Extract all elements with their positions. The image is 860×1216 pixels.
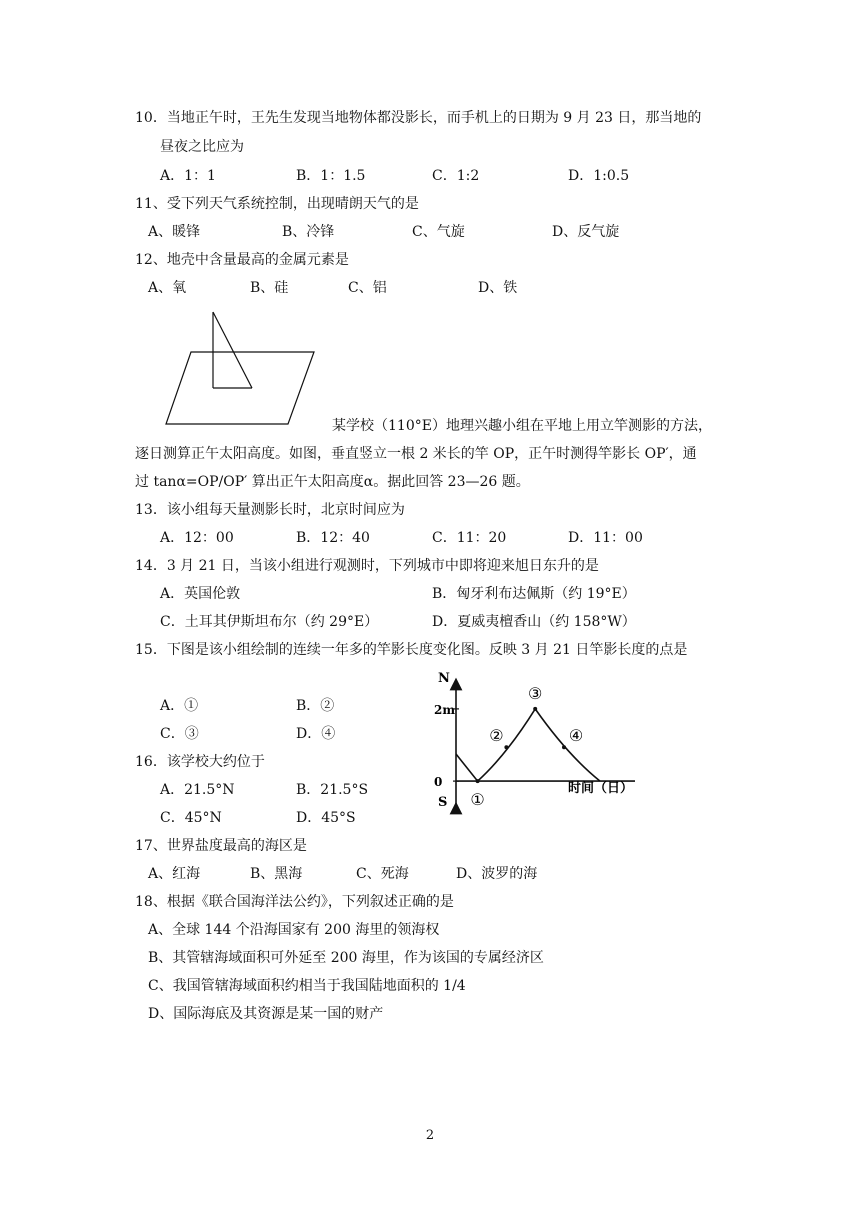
intro-line3: 过 tanα=OP/OP′ 算出正午太阳高度α。据此回答 23—26 题。 xyxy=(135,474,530,490)
q13-option-c: C．11：20 xyxy=(432,530,507,546)
q15-stem: 15．下图是该小组绘制的连续一年多的竿影长度变化图。反映 3 月 21 日竿影长度的点是 xyxy=(135,642,688,658)
q15-option-c: C．③ xyxy=(160,726,199,742)
q14-option-d: D．夏威夷檀香山（约 158°W） xyxy=(432,614,636,630)
y-tick-label: 2m xyxy=(434,702,456,717)
q10-option-b: B．1：1.5 xyxy=(296,168,366,184)
q15-option-d: D．④ xyxy=(296,726,336,742)
q18-stem: 18、根据《联合国海洋法公约》，下列叙述正确的是 xyxy=(135,894,454,910)
q16-option-c: C．45°N xyxy=(160,810,222,826)
q12-option-c: C、铝 xyxy=(348,280,387,296)
q12-option-b: B、硅 xyxy=(250,280,289,296)
intro-line1: 某学校（110°E）地理兴趣小组在平地上用立竿测影的方法， xyxy=(332,418,712,434)
q17-stem: 17、世界盐度最高的海区是 xyxy=(135,838,307,854)
q17-option-b: B、黑海 xyxy=(250,866,303,882)
q13-option-b: B．12：40 xyxy=(296,530,370,546)
q15-option-a: A．① xyxy=(160,698,199,714)
q12-option-a: A、氧 xyxy=(148,280,187,296)
q14-option-b: B．匈牙利布达佩斯（约 19°E） xyxy=(432,586,636,602)
q15-option-b: B．② xyxy=(296,698,335,714)
q18-option-b: B、其管辖海域面积可外延至 200 海里，作为该国的专属经济区 xyxy=(148,950,544,966)
q18-option-a: A、全球 144 个沿海国家有 200 海里的领海权 xyxy=(148,922,440,938)
q11-option-a: A、暖锋 xyxy=(148,224,201,240)
q10-option-a: A．1：1 xyxy=(160,168,216,184)
q17-option-c: C、死海 xyxy=(356,866,409,882)
q18-option-d: D、国际海底及其资源是某一国的财产 xyxy=(148,1006,384,1022)
q11-option-d: D、反气旋 xyxy=(552,224,620,240)
q10-stem-line1: 10．当地正午时，王先生发现当地物体都没影长，而手机上的日期为 9 月 23 日，那当地的 xyxy=(135,110,702,126)
data-point xyxy=(504,745,508,749)
page-number: 2 xyxy=(425,1128,435,1143)
q16-option-b: B．21.5°S xyxy=(296,782,369,798)
data-point xyxy=(476,779,480,783)
q14-option-c: C．土耳其伊斯坦布尔（约 29°E） xyxy=(160,614,379,630)
shadow-length-chart xyxy=(430,660,650,820)
y-tick-label: 0 xyxy=(434,775,443,790)
q16-option-d: D．45°S xyxy=(296,810,356,826)
q10-option-d: D．1:0.5 xyxy=(568,168,630,184)
point-label: ③ xyxy=(528,683,543,703)
q12-option-d: D、铁 xyxy=(478,280,518,296)
q11-option-c: C、气旋 xyxy=(412,224,465,240)
point-label: ② xyxy=(489,726,504,746)
pole-shadow-figure xyxy=(164,300,324,432)
y-label-south: S xyxy=(438,795,448,810)
q11-option-b: B、冷锋 xyxy=(282,224,335,240)
x-axis-label: 时间（日） xyxy=(568,781,634,796)
q10-option-c: C．1:2 xyxy=(432,168,480,184)
q17-option-d: D、波罗的海 xyxy=(456,866,538,882)
q16-option-a: A．21.5°N xyxy=(160,782,235,798)
q18-option-c: C、我国管辖海域面积约相当于我国陆地面积的 1/4 xyxy=(148,978,466,994)
intro-line2: 逐日测算正午太阳高度。如图，垂直竖立一根 2 米长的竿 OP，正午时测得竿影长 OP′，通 xyxy=(135,446,697,462)
data-point xyxy=(533,707,537,711)
q13-option-d: D．11：00 xyxy=(568,530,643,546)
q14-stem: 14．3 月 21 日，当该小组进行观测时，下列城市中即将迎来旭日东升的是 xyxy=(135,558,599,574)
q13-stem: 13．该小组每天量测影长时，北京时间应为 xyxy=(135,502,405,518)
data-point xyxy=(562,745,566,749)
point-label: ④ xyxy=(568,726,584,746)
y-label-north: N xyxy=(438,671,450,686)
q10-stem-line2: 昼夜之比应为 xyxy=(160,139,244,155)
q17-option-a: A、红海 xyxy=(148,866,201,882)
q16-stem: 16．该学校大约位于 xyxy=(135,754,265,770)
q14-option-a: A．英国伦敦 xyxy=(160,586,241,602)
q13-option-a: A．12：00 xyxy=(160,530,234,546)
q11-stem: 11、受下列天气系统控制，出现晴朗天气的是 xyxy=(135,196,419,212)
q12-stem: 12、地壳中含量最高的金属元素是 xyxy=(135,252,349,268)
sun-ray xyxy=(213,312,252,388)
point-label: ① xyxy=(470,790,485,810)
